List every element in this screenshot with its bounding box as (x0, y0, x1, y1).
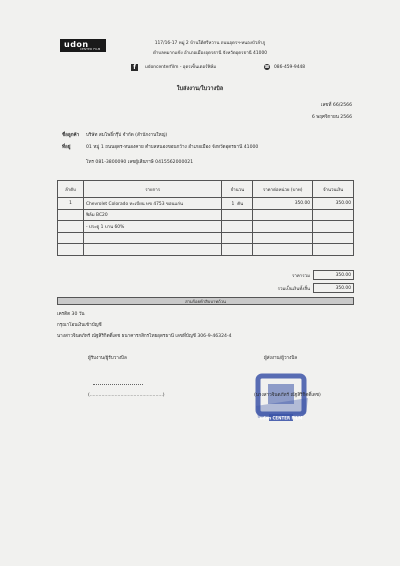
row-item (83, 232, 221, 244)
bank-account: นางสาวจินตภัทร์ ณัฐสิริกิตติ์เดช ธนาคารกสิกรไทยอุดรธานี เลขที่บัญชี 306-9-46324-4 (57, 334, 232, 339)
row-qty (222, 244, 253, 256)
payment-instruction: กรุณาโอนเงินเข้าบัญชี (57, 323, 102, 328)
row-price (253, 244, 313, 256)
row-unit: คัน (237, 201, 244, 207)
company-stamp (252, 370, 312, 428)
stamp-text: udon CENTER FILM (259, 415, 303, 421)
subtotal-label: ราคารวม (292, 274, 310, 279)
items-table (57, 180, 354, 256)
company-address-line2: ตำบลหมากแข้ง อำเภอเมืองอุดรธานี จังหวัดอุดรธานี 41000 (152, 51, 268, 56)
company-phone: 086-459-9448 (274, 65, 306, 70)
row-price (253, 221, 313, 233)
row-amount: 350.00 (313, 198, 354, 210)
table-header-row (58, 181, 354, 198)
customer-address-label: ที่อยู่ (62, 145, 71, 150)
row-price: 350.00 (253, 198, 313, 210)
document-date: 6 พฤศจิกายน 2566 (311, 115, 352, 120)
company-address-line1: 117/16-17 หมู่ 2 บ้านใต้ศรีหวาน ถนนอุดรฯ-หนองบัวลำภู (154, 41, 266, 46)
row-qty (222, 221, 253, 233)
total-label: รวมเป็นเงินทั้งสิ้น (277, 287, 310, 292)
logo-subtext: CENTER FILM (80, 47, 101, 51)
credit-terms: เครดิต 30 วัน (57, 312, 85, 317)
header-amount: จำนวนเงิน (313, 181, 354, 198)
receiver-name-placeholder: (..................................................) (88, 393, 165, 398)
row-no (58, 232, 84, 244)
sender-name: (นางสาวจินตภัทร์ ณัฐสิริกิตติ์เดช) (254, 393, 321, 398)
facebook-name: udoncenterfilm - อุดรเซ็นเตอร์ฟิล์ม (145, 65, 217, 70)
header-no: ลำดับ (58, 181, 84, 198)
facebook-icon: f (131, 64, 138, 71)
header-item: รายการ (83, 181, 221, 198)
row-item (83, 244, 221, 256)
customer-name-label: ชื่อลูกค้า (62, 133, 80, 138)
sender-label: ผู้ส่งงาน/ผู้วางบิล (264, 356, 298, 361)
table-row (58, 221, 354, 233)
row-item: ฟิล์ม BC20 (83, 209, 221, 221)
row-qty (222, 232, 253, 244)
row-no (58, 209, 84, 221)
phone-icon: ☎ (264, 64, 270, 69)
header-unit-price: ราคาต่อหน่วย (บาท) (253, 181, 313, 198)
row-amount (313, 232, 354, 244)
table-row (58, 209, 354, 221)
logo-text: udon (64, 40, 89, 49)
table-row (58, 244, 354, 256)
customer-contact: โทร 081-3800090 เลขผู้เสียภาษี 0415562000021 (86, 160, 194, 165)
receiver-label: ผู้รับงาน/ผู้รับวางบิล (88, 356, 127, 361)
total-value: 350.00 (313, 283, 354, 293)
amount-in-words: สามร้อยห้าสิบบาทถ้วน (57, 297, 354, 305)
header-qty: จำนวน (222, 181, 253, 198)
row-price (253, 209, 313, 221)
row-amount (313, 244, 354, 256)
row-no (58, 244, 84, 256)
receiver-signature-line (93, 384, 143, 385)
row-amount (313, 221, 354, 233)
customer-address: 01 หมู่ 1 ถนนอุดร-หนองคาย ตำบลหนองขอนกว้าง อำเภอเมือง จังหวัดอุดรธานี 41000 (86, 145, 259, 150)
row-qty (222, 198, 253, 210)
row-item: - ประตู 1 บาน 60% (83, 221, 221, 233)
row-no: 1 (58, 198, 84, 210)
document-title: ใบส่งงาน/ใบวางบิล (176, 86, 224, 92)
row-item: Chevrolet Colorado ทะเบียน ษข 4753 ขอนแก่น (83, 198, 221, 210)
row-no (58, 221, 84, 233)
table-row (58, 198, 354, 210)
row-qty-value: 1 (231, 201, 235, 207)
row-amount (313, 209, 354, 221)
customer-name: บริษัท สมโพธิ์กรุ๊ป จำกัด (สำนักงานใหญ่) (86, 133, 168, 138)
row-qty (222, 209, 253, 221)
row-price (253, 232, 313, 244)
table-row (58, 232, 354, 244)
document-number: เลขที่ 66/2566 (320, 103, 352, 108)
company-logo (60, 39, 106, 52)
subtotal-value: 350.00 (313, 270, 354, 280)
